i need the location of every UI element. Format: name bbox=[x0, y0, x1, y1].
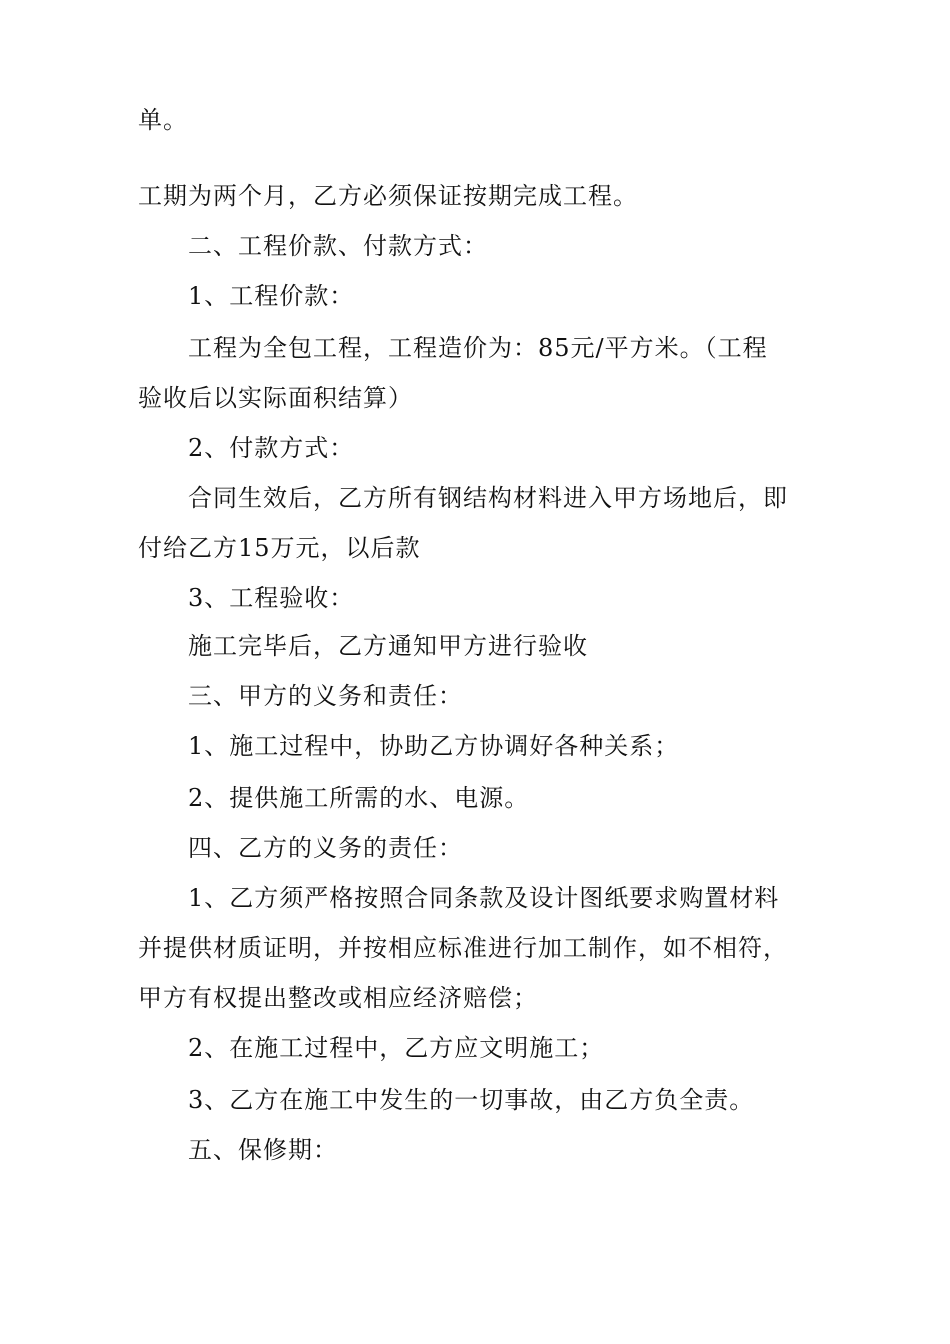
text-line: 合同生效后，乙方所有钢结构材料进入甲方场地后，即 bbox=[188, 484, 788, 512]
text-line: 工程为全包工程，工程造价为：85元/平方米。（工程 bbox=[188, 334, 768, 362]
text-line: 工期为两个月，乙方必须保证按期完成工程。 bbox=[138, 182, 638, 210]
text-line: 付给乙方15万元，以后款 bbox=[138, 534, 421, 562]
list-item: 1、乙方须严格按照合同条款及设计图纸要求购置材料 bbox=[188, 884, 780, 912]
list-item: 3、乙方在施工中发生的一切事故，由乙方负全责。 bbox=[188, 1086, 755, 1114]
list-item: 2、提供施工所需的水、电源。 bbox=[188, 784, 530, 812]
list-item: 2、在施工过程中，乙方应文明施工； bbox=[188, 1034, 605, 1062]
section-heading: 四、乙方的义务的责任： bbox=[188, 834, 463, 862]
text-line: 单。 bbox=[138, 106, 188, 134]
subsection-heading: 1、工程价款： bbox=[188, 282, 355, 310]
section-heading: 二、工程价款、付款方式： bbox=[188, 232, 488, 260]
list-item: 1、施工过程中，协助乙方协调好各种关系； bbox=[188, 732, 680, 760]
text-line: 施工完毕后，乙方通知甲方进行验收 bbox=[188, 632, 588, 660]
section-heading: 三、甲方的义务和责任： bbox=[188, 682, 463, 710]
text-line: 验收后以实际面积结算） bbox=[138, 384, 413, 412]
text-line: 并提供材质证明，并按相应标准进行加工制作，如不相符， bbox=[138, 934, 788, 962]
subsection-heading: 3、工程验收： bbox=[188, 584, 355, 612]
subsection-heading: 2、付款方式： bbox=[188, 434, 355, 462]
section-heading: 五、保修期： bbox=[188, 1136, 338, 1164]
text-line: 甲方有权提出整改或相应经济赔偿； bbox=[138, 984, 538, 1012]
